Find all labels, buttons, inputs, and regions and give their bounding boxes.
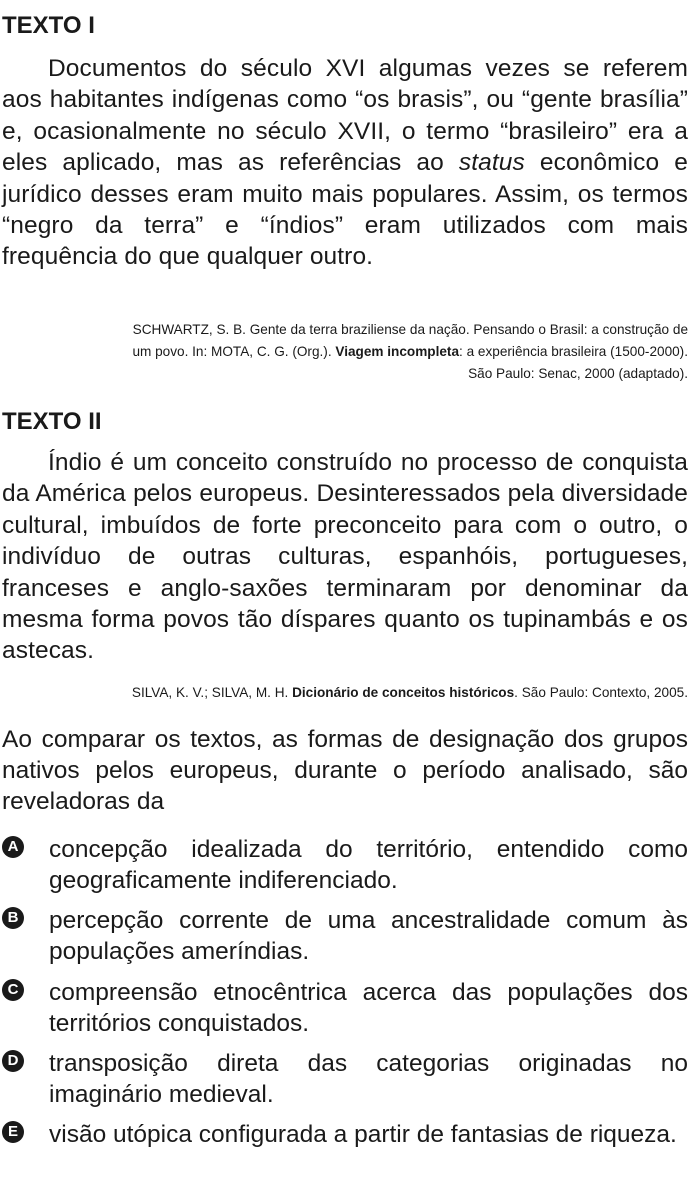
texto-1-paragraph [2,53,688,273]
option-b-text: percepção corrente de uma ancestralidade comum às populações ameríndias. [49,907,688,966]
option-c-letter-badge: C [2,979,24,1001]
texto-1-source-author: um povo. In: MOTA, C. G. (Org.). [132,344,336,359]
option-a-text: concepção idealizada do território, entendido como geograficamente indiferenciado. [49,836,688,895]
texto-1-source [0,319,688,385]
texto-2-source [0,682,688,704]
option-d-text: transposição direta das categorias originadas no imaginário medieval. [49,1050,688,1109]
texto-2-source-publisher: . São Paulo: Contexto, 2005. [514,685,688,700]
option-e-letter-badge: E [2,1121,24,1143]
texto-2-source-authors: SILVA, K. V.; SILVA, M. H. [131,685,293,700]
texto-2-heading: TEXTO II [2,408,102,435]
texto-1-source-line-1: SCHWARTZ, S. B. Gente da terra braziliense da nação. Pensando o Brasil: a construção de [132,322,688,337]
option-a-letter-badge: A [2,836,24,858]
question-stem: Ao comparar os textos, as formas de designação dos grupos nativos pelos europeus, durante o período analisado, são reveladoras da [2,726,688,816]
option-e-text: visão utópica configurada a partir de fantasias de riqueza. [49,1121,677,1148]
texto-1-source-line-2 [0,341,688,363]
option-b-letter-badge: B [2,907,24,929]
texto-1-heading: TEXTO I [2,12,95,39]
texto-1-source-line-3: São Paulo: Senac, 2000 (adaptado). [468,366,688,381]
texto-1-text-a: Documentos do século XVI algumas vezes se referem aos habitantes indígenas como “os brasis”, ou “gente brasília” e, ocasionalmente no século XVII, o termo “brasileiro” era a eles aplicado, mas as referências ao [2,55,688,177]
texto-2-source-book-title: Dicionário de conceitos históricos [292,685,515,700]
texto-1-source-book-title: Viagem incompleta [335,344,460,359]
texto-2-paragraph: Índio é um conceito construído no processo de conquista da América pelos europeus. Desinteressados pela diversidade cultural, imbuídos de forte preconceito para com o outro, o indivíduo de outras culturas, espanhóis, portugueses, franceses e anglo-saxões terminaram por denominar da mesma forma povos tão díspares quanto os tupinambás e os astecas. [2,449,688,665]
texto-1-text-b: econômico e jurídico desses eram muito mais populares. Assim, os termos “negro da terra” e “índios” eram utilizados com mais frequência do que qualquer outro. [2,149,688,271]
texto-1-source-subtitle: : a experiência brasileira (1500-2000). [459,344,688,359]
texto-1-italic-word: status [458,149,525,177]
option-d-letter-badge: D [2,1050,24,1072]
option-c-text: compreensão etnocêntrica acerca das populações dos territórios conquistados. [49,979,688,1038]
